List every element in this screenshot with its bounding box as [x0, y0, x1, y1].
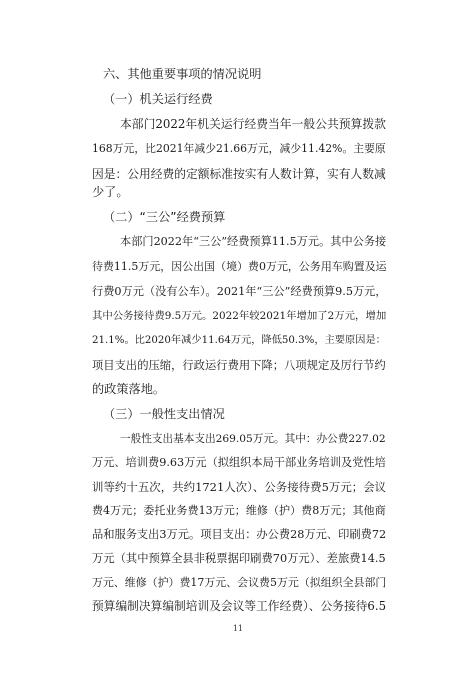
paragraph-line: 本部门2022年“三公”经费预算11.5万元。其中公务接	[120, 235, 387, 248]
paragraph-line: 168万元，比2021年减少21.66万元，减少11.42%。主要原	[92, 142, 386, 155]
subsection-2-heading: （二）“三公”经费预算	[103, 210, 226, 224]
paragraph-line: 项目支出的压缩，行政运行费用下降；八项规定及厉行节约	[92, 359, 386, 372]
paragraph-line: 万元、培训费9.63万元（拟组织本局干部业务培训及党性培	[92, 456, 386, 469]
paragraph-line: 行费0万元（没有公车）。2021年“三公”经费预算9.5万元，	[92, 285, 387, 298]
paragraph-line: 本部门2022年机关运行经费当年一般公共预算拨款	[120, 117, 386, 131]
paragraph-line: 一般性支出基本支出269.05万元。其中：办公费227.02	[120, 432, 386, 445]
paragraph-line: 待费11.5万元，因公出国（境）费0万元，公务用车购置及运	[92, 260, 387, 273]
paragraph-line: 其中公务接待费9.5万元。2022年较2021年增加了2万元，增加	[92, 310, 387, 322]
paragraph-line: 万元（其中预算全县非税票据印刷费70万元）、差旅费14.5	[92, 552, 386, 565]
paragraph-line: 因是：公用经费的定额标准按实有人数计算，实有人数减	[92, 167, 386, 181]
paragraph-line: 品和服务支出3万元。项目支出：办公费28万元、印刷费72	[92, 528, 387, 541]
paragraph-line: 少了。	[92, 185, 129, 199]
subsection-1-heading: （一）机关运行经费	[103, 92, 213, 106]
paragraph-line: 预算编制决算编制培训及会议等工作经费）、公务接待6.5	[92, 599, 387, 613]
paragraph-line: 21.1%。比2020年减少11.64万元，降低50.3%，主要原因是：	[92, 335, 386, 346]
paragraph-line: 万元、维修（护）费17万元、会议费5万元（拟组织全县部门	[92, 576, 387, 589]
paragraph-line: 的政策落地。	[92, 382, 166, 396]
paragraph-line: 训等约十五次，共约1721人次）、公务接待费5万元；会议	[92, 480, 387, 494]
paragraph-line: 费4万元；委托业务费13万元；维修（护）费8万元；其他商	[92, 504, 386, 517]
subsection-3-heading: （三）一般性支出情况	[103, 407, 225, 421]
section-six-heading: 六、其他重要事项的情况说明	[103, 67, 262, 81]
page-number: 11	[232, 624, 244, 633]
